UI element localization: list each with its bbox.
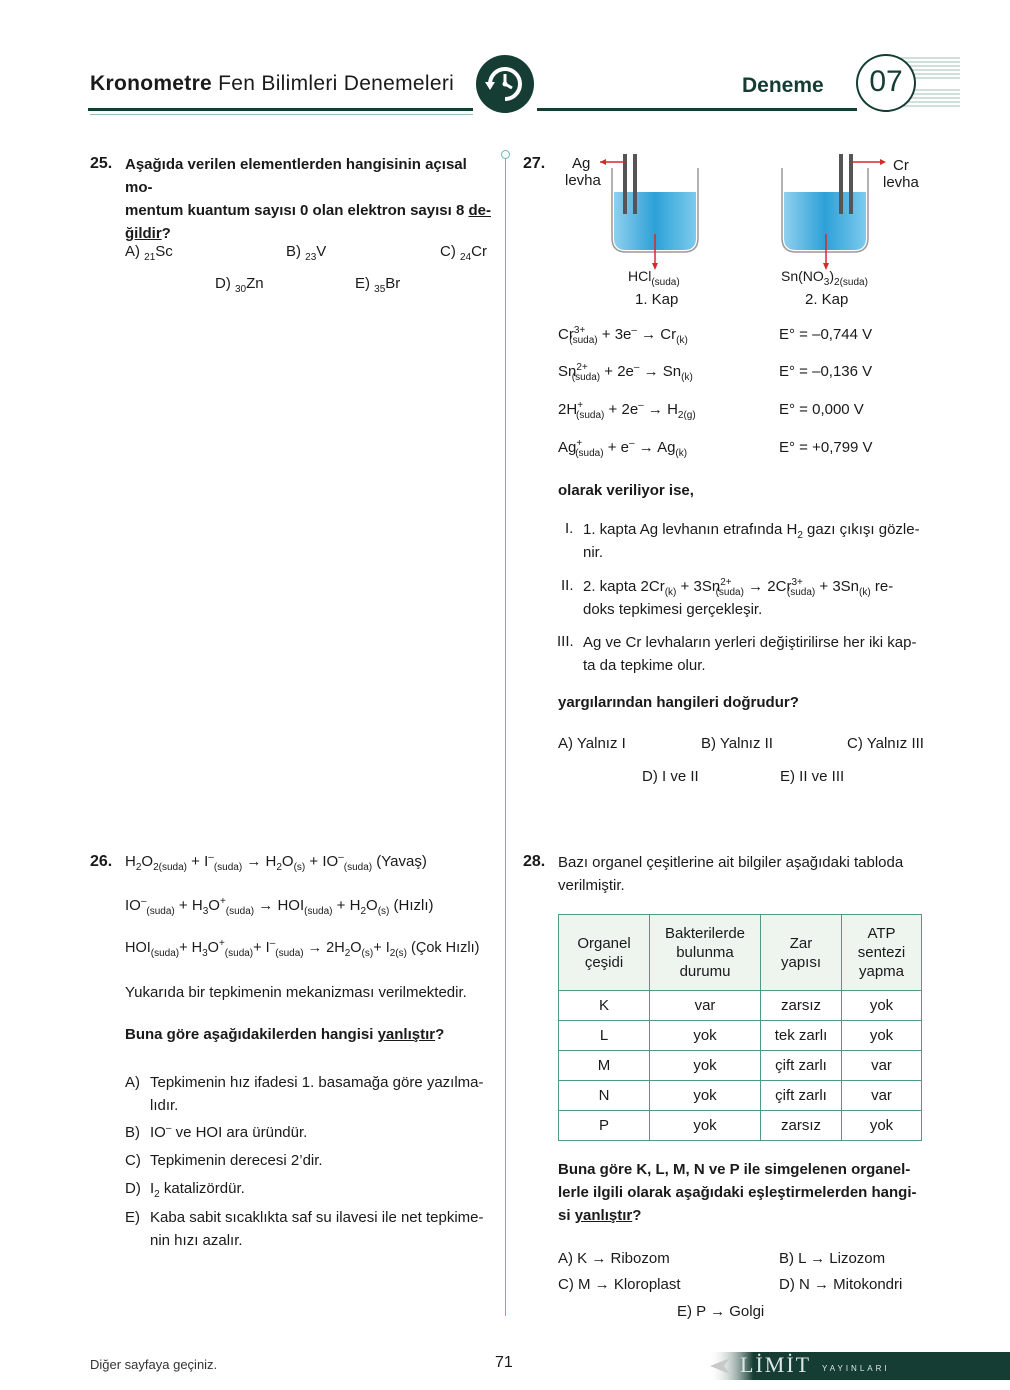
statement-2-number: II. xyxy=(561,577,574,594)
header-rule-left-thin xyxy=(90,114,473,115)
publisher-name: LİMİT xyxy=(740,1352,812,1377)
table-header: ATP sentezi yapma xyxy=(842,915,922,991)
publisher-sub: YAYINLARI xyxy=(822,1364,890,1373)
q25-line2-underlined: de- xyxy=(468,202,491,219)
q27-option-d[interactable]: D) I ve II xyxy=(642,768,699,785)
q26-option-b[interactable]: B) IO– ve HOI ara üründür. xyxy=(125,1123,308,1141)
q25-option-e[interactable]: E) $_{35}$Br xyxy=(355,275,401,295)
deneme-label: Deneme xyxy=(742,74,824,97)
potential-ag: E° = +0,799 V xyxy=(779,439,873,456)
potential-h: E° = 0,000 V xyxy=(779,401,864,418)
q27-number: 27. xyxy=(523,155,546,172)
statement-1-number: I. xyxy=(565,520,574,537)
q25-stem xyxy=(125,153,495,245)
statement-2: 2. kapta $2Cr_{(k)} + 3Sn^{2+}_{(suda)} \to 2Cr^{3+}_{(suda)} + 3Sn_{(k)}$ re- doks tepkimesi gerçekleşir. xyxy=(583,577,894,618)
q26-intro: Yukarıda bir tepkimenin mekanizması verilmektedir. xyxy=(125,984,467,1001)
half-reaction-sn: $Sn^{2+}_{(suda)} + 2e^- \to Sn_{(k)}$ xyxy=(558,362,693,383)
table-row: P yok zarsız yok xyxy=(559,1111,922,1141)
q26-option-c[interactable]: C) Tepkimenin derecesi 2’dir. xyxy=(125,1152,323,1169)
q26-reaction-2: $IO^-_{(suda)} + H_3O^+_{(suda)} \to HOI_{(suda)} + H_2O_{(s)}$ (Hızlı) xyxy=(125,896,434,917)
cr-label: Cr xyxy=(893,157,909,174)
q26-option-d[interactable]: D) $I_2$ katalizördür. xyxy=(125,1180,245,1200)
q25-option-b[interactable]: B) $_{23}$V xyxy=(286,243,327,263)
q27-option-b[interactable]: B) Yalnız II xyxy=(701,735,773,752)
q27-option-c[interactable]: C) Yalnız III xyxy=(847,735,924,752)
chronometer-icon xyxy=(475,54,535,114)
next-page-note: Diğer sayfaya geçiniz. xyxy=(90,1357,218,1372)
q25-option-d[interactable]: D) $_{30}$Zn xyxy=(215,275,264,295)
q28-option-e[interactable]: E) P → Golgi xyxy=(677,1303,765,1320)
q27-given: olarak veriliyor ise, xyxy=(558,482,694,499)
q28-option-a[interactable]: A) K → Ribozom xyxy=(558,1250,670,1267)
page-number: 71 xyxy=(495,1354,513,1371)
half-reaction-h: $2H^+_{(suda)} + 2e^- \to H_{2(g)}$ xyxy=(558,400,696,421)
electrochemical-cells-diagram xyxy=(560,150,930,310)
beaker-1 xyxy=(600,154,698,270)
q28-option-c[interactable]: C) M → Kloroplast xyxy=(558,1276,681,1293)
half-reaction-cr: $Cr^{3+}_{(suda)} + 3e^- \to Cr_{(k)}$ xyxy=(558,325,688,346)
potential-sn: E° = –0,136 V xyxy=(779,363,873,380)
q26-option-a[interactable]: A) Tepkimenin hız ifadesi 1. basamağa göre yazılma- lıdır. xyxy=(125,1074,484,1114)
series-subtitle: Fen Bilimleri Denemeleri xyxy=(218,72,455,95)
solution-2-label: $Sn(NO_3)_{2(suda)}$ xyxy=(781,268,868,288)
q28-option-b[interactable]: B) L → Lizozom xyxy=(779,1250,886,1267)
q26-option-e[interactable]: E) Kaba sabit sıcaklıkta saf su ilavesi ile net tepkime- nin hızı azalır. xyxy=(125,1209,484,1249)
q25-option-c[interactable]: C) $_{24}$Cr xyxy=(440,243,487,263)
q26-question: Buna göre aşağıdakilerden hangisi yanlıştır? xyxy=(125,1026,445,1043)
organelle-table xyxy=(558,914,922,1141)
q27-option-e[interactable]: E) II ve III xyxy=(780,768,845,785)
cr-levha-label: levha xyxy=(883,174,919,191)
table-row: K var zarsız yok xyxy=(559,991,922,1021)
header-rule-left xyxy=(88,108,473,111)
q25-line1: Aşağıda verilen elementlerden hangisinin açısal mo- xyxy=(125,156,467,196)
solution-1-label: HCl$_{(suda)}$ xyxy=(628,268,680,288)
q27-option-a[interactable]: A) Yalnız I xyxy=(558,735,626,752)
q26-reaction-3: $HOI_{(suda)}+ H_3O^+_{(suda)}+ I^-_{(suda)} \to 2H_2O_{(s)}+ I_{2(s)}$ (Çok Hızlı) xyxy=(125,938,480,959)
q25-line3-end: ? xyxy=(161,225,171,242)
q27-question: yargılarından hangileri doğrudur? xyxy=(558,694,799,711)
kap-2-label: 2. Kap xyxy=(805,291,849,308)
potential-cr: E° = –0,744 V xyxy=(779,326,873,343)
column-divider xyxy=(505,156,506,1316)
ag-label: Ag xyxy=(572,155,591,172)
table-header: Zar yapısı xyxy=(761,915,842,991)
brand-name: Kronometre xyxy=(90,72,213,95)
table-row: N yok çift zarlı var xyxy=(559,1081,922,1111)
q28-option-d[interactable]: D) N → Mitokondri xyxy=(779,1276,903,1293)
kap-1-label: 1. Kap xyxy=(635,291,679,308)
q28-intro: Bazı organel çeşitlerine ait bilgiler aşağıdaki tabloda verilmiştir. xyxy=(558,854,904,894)
q25-line3-underlined: ğildir xyxy=(125,225,162,242)
table-header: Organel çeşidi xyxy=(559,915,650,991)
beaker-2 xyxy=(782,154,886,270)
q26-number: 26. xyxy=(90,853,113,870)
column-divider-dot xyxy=(501,150,510,159)
q25-line2: mentum kuantum sayısı 0 olan elektron sayısı 8 xyxy=(125,202,469,219)
statement-3: Ag ve Cr levhaların yerleri değiştirilirse her iki kap- ta da tepkime olur. xyxy=(583,634,917,674)
exam-number-badge: 07 xyxy=(856,54,916,112)
statement-1: 1. kapta Ag levhanın etrafında $H_2$ gazı çıkışı gözle- nir. xyxy=(583,521,920,561)
header-rule-right xyxy=(537,108,857,111)
q25-number: 25. xyxy=(90,155,113,172)
q25-option-a[interactable]: A) $_{21}$Sc xyxy=(125,243,173,263)
table-row: L yok tek zarlı yok xyxy=(559,1021,922,1051)
header-title xyxy=(90,72,454,96)
table-header: Bakterilerde bulunma durumu xyxy=(650,915,761,991)
half-reaction-ag: $Ag^+_{(suda)} + e^- \to Ag_{(k)}$ xyxy=(558,438,688,459)
q26-reaction-1: $H_2O_{2(suda)} + I^-_{(suda)} \to H_2O_{(s)} + IO^-_{(suda)}$ (Yavaş) xyxy=(125,852,427,873)
q28-number: 28. xyxy=(523,853,546,870)
q28-question: Buna göre K, L, M, N ve P ile simgelenen organel- lerle ilgili olarak aşağıdaki eşleştirmelerden hangi- si yanlıştır? xyxy=(558,1161,917,1224)
ag-levha-label: levha xyxy=(565,172,601,189)
statement-3-number: III. xyxy=(557,633,574,650)
table-row: M yok çift zarlı var xyxy=(559,1051,922,1081)
